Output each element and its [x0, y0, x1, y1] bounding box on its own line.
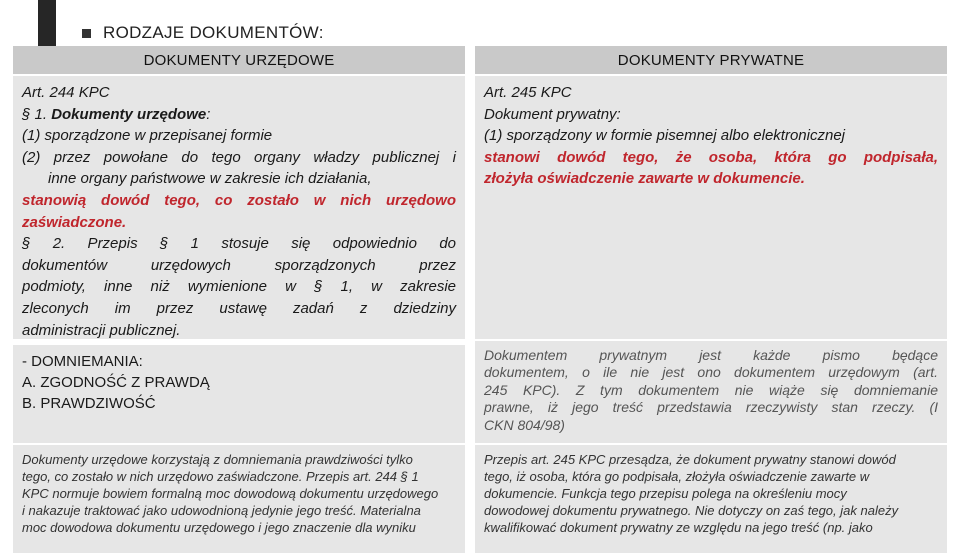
presumptions-title: - DOMNIEMANIA: — [22, 353, 143, 370]
article-244-emphasis-line2: zaświadczone. — [22, 213, 127, 231]
article-244-par2-line3: podmioty, inne niż wymienione w § 1, w zakresie — [22, 278, 456, 296]
document-types-table — [13, 46, 947, 555]
private-documents-commentary-cell — [475, 445, 947, 555]
article-244-item2-line2: inne organy państwowe w zakresie ich działania, — [48, 170, 372, 188]
article-244-par2-line4: zleconych im przez ustawę zadań z dziedziny — [22, 299, 456, 317]
title-accent-bar — [38, 0, 56, 46]
presumption-truthfulness: A. ZGODNOŚĆ Z PRAWDĄ — [22, 374, 210, 391]
article-244-par2-line1: § 2. Przepis § 1 stosuje się odpowiednio do — [22, 235, 456, 253]
article-245-definition: Dokument prywatny: — [484, 105, 621, 123]
article-244-cell — [13, 76, 475, 341]
commentary-line: tego, iż osoba, która go podpisała, złożyła oświadczenie zawarte w — [484, 469, 870, 484]
note-line: prawne, iż jego treść przedstawia rzeczywisty stan rzeczy. (I — [484, 399, 938, 416]
commentary-line: i nakazuje traktować jako udowodnioną jedynie jego treść. Materialna — [22, 503, 421, 518]
note-line: Dokumentem prywatnym jest każde pismo będące — [484, 347, 938, 363]
note-line: 245 KPC). Z tym dokumentem nie wiąże się domniemanie — [484, 381, 938, 398]
commentary-line: Przepis art. 245 KPC przesądza, że dokument prywatny stanowi dowód — [484, 452, 896, 467]
presumption-authenticity: B. PRAWDZIWOŚĆ — [22, 395, 156, 412]
article-245-cell — [475, 76, 947, 341]
commentary-line: moc dowodowa dokumentu urzędowego i jego znaczenie dla wyniku — [22, 520, 416, 535]
header-private-documents: DOKUMENTY PRYWATNE — [475, 46, 947, 76]
note-line: CKN 804/98) — [484, 416, 565, 433]
square-bullet-icon — [82, 29, 91, 38]
commentary-line: KPC normuje bowiem formalną moc dowodową dokumentu urzędowego — [22, 486, 439, 501]
commentary-line: dokumencie. Funkcja tego przepisu polega na określeniu mocy — [484, 486, 847, 501]
article-244-par2-line2: dokumentów urzędowych sporządzonych przez — [22, 256, 456, 274]
article-245-emphasis-line2: złożyła oświadczenie zawarte w dokumencie. — [484, 170, 805, 188]
commentary-line: Dokumenty urzędowe korzystają z domniemania prawdziwości tylko — [22, 452, 413, 467]
article-244-emphasis-line1: stanowią dowód tego, co zostało w nich urzędowo — [22, 191, 456, 209]
note-line: dokumentem, o ile nie jest ono dokumentem urzędowym (art. — [484, 364, 938, 381]
article-244-ref: Art. 244 KPC — [22, 84, 110, 101]
official-documents-commentary-cell — [13, 445, 475, 555]
article-245-emphasis-line1: stanowi dowód tego, że osoba, która go podpisała, — [484, 148, 938, 166]
presumptions-cell — [13, 345, 475, 445]
slide-heading — [82, 22, 324, 44]
article-244-par2-line5: administracji publicznej. — [22, 321, 181, 339]
article-245-ref: Art. 245 KPC — [484, 84, 572, 101]
term-official-documents: Dokumenty urzędowe — [51, 105, 207, 123]
commentary-line: dowodowej dokumentu prywatnego. Nie dotyczy on zaś tego, jak należy — [484, 503, 899, 518]
commentary-line: kwalifikować dokument prywatny ze względu na jego treść (np. jako — [484, 520, 873, 535]
article-244-item1: (1) sporządzone w przepisanej formie — [22, 127, 273, 145]
article-244-par1: § 1. Dokumenty urzędowe: — [22, 105, 211, 123]
private-document-note-cell — [475, 341, 947, 445]
header-official-documents: DOKUMENTY URZĘDOWE — [13, 46, 475, 76]
slide-title: RODZAJE DOKUMENTÓW: — [103, 23, 324, 42]
article-244-item2-line1: (2) przez powołane do tego organy władzy publicznej i — [22, 148, 456, 166]
article-245-item1: (1) sporządzony w formie pisemnej albo elektronicznej — [484, 127, 845, 145]
commentary-line: tego, co zostało w nich urzędowo zaświadczone. Przepis art. 244 § 1 — [22, 469, 419, 484]
